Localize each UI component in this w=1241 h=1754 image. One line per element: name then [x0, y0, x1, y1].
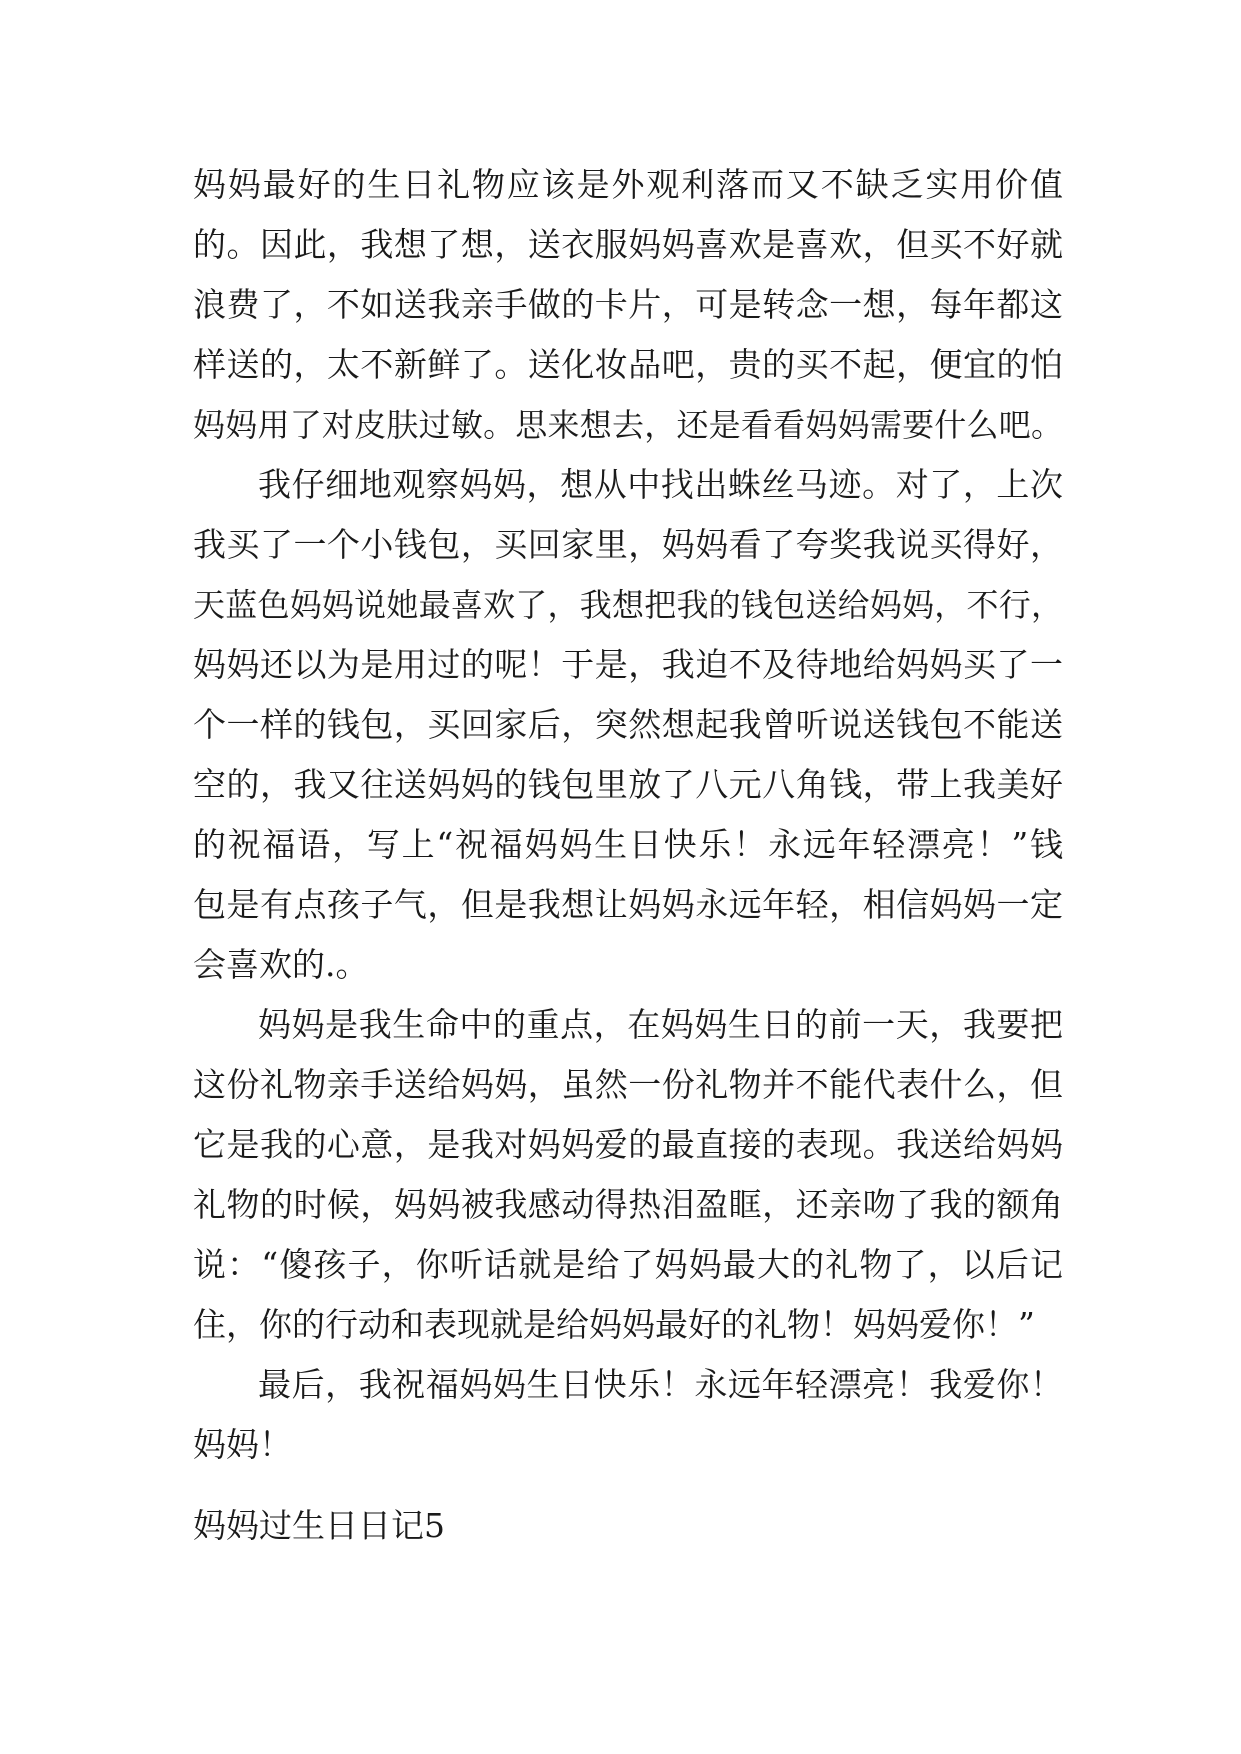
text-line: 我仔细地观察妈妈，想从中找出蛛丝马迹。对了，上次 [258, 465, 1063, 504]
text-line: 的。因此，我想了想，送衣服妈妈喜欢是喜欢，但买不好就 [193, 225, 1063, 264]
text-line: 的祝福语，写上“祝福妈妈生日快乐！永远年轻漂亮！”钱 [193, 825, 1063, 864]
text-line: 个一样的钱包，买回家后，突然想起我曾听说送钱包不能送 [193, 705, 1063, 744]
text-line: 妈妈还以为是用过的呢！于是，我迫不及待地给妈妈买了一 [193, 645, 1063, 684]
text-line: 浪费了，不如送我亲手做的卡片，可是转念一想，每年都这 [193, 285, 1063, 324]
text-line: 我买了一个小钱包，买回家里，妈妈看了夸奖我说买得好， [193, 525, 1063, 564]
text-line: 最后，我祝福妈妈生日快乐！永远年轻漂亮！我爱你！ [258, 1365, 1063, 1404]
text-line: 空的，我又往送妈妈的钱包里放了八元八角钱，带上我美好 [193, 765, 1063, 804]
text-line: 这份礼物亲手送给妈妈，虽然一份礼物并不能代表什么，但 [193, 1065, 1063, 1104]
section-heading: 妈妈过生日日记5 [193, 1506, 445, 1545]
text-line: 包是有点孩子气，但是我想让妈妈永远年轻，相信妈妈一定 [193, 885, 1063, 924]
text-line: 礼物的时候，妈妈被我感动得热泪盈眶，还亲吻了我的额角 [193, 1185, 1063, 1224]
text-line: 妈妈！ [193, 1425, 292, 1464]
text-line: 妈妈最好的生日礼物应该是外观利落而又不缺乏实用价值 [193, 165, 1063, 204]
text-line: 会喜欢的.。 [193, 945, 369, 984]
text-line: 妈妈是我生命中的重点，在妈妈生日的前一天，我要把 [258, 1005, 1063, 1044]
text-line: 样送的，太不新鲜了。送化妆品吧，贵的买不起，便宜的怕 [193, 345, 1063, 384]
text-line: 它是我的心意，是我对妈妈爱的最直接的表现。我送给妈妈 [193, 1125, 1063, 1164]
text-line: 妈妈用了对皮肤过敏。思来想去，还是看看妈妈需要什么吧。 [193, 406, 1063, 444]
text-line: 说：“傻孩子，你听话就是给了妈妈最大的礼物了，以后记 [193, 1245, 1063, 1284]
text-line: 天蓝色妈妈说她最喜欢了，我想把我的钱包送给妈妈，不行， [193, 586, 1063, 624]
text-line: 住，你的行动和表现就是给妈妈最好的礼物！妈妈爱你！” [193, 1305, 1035, 1344]
